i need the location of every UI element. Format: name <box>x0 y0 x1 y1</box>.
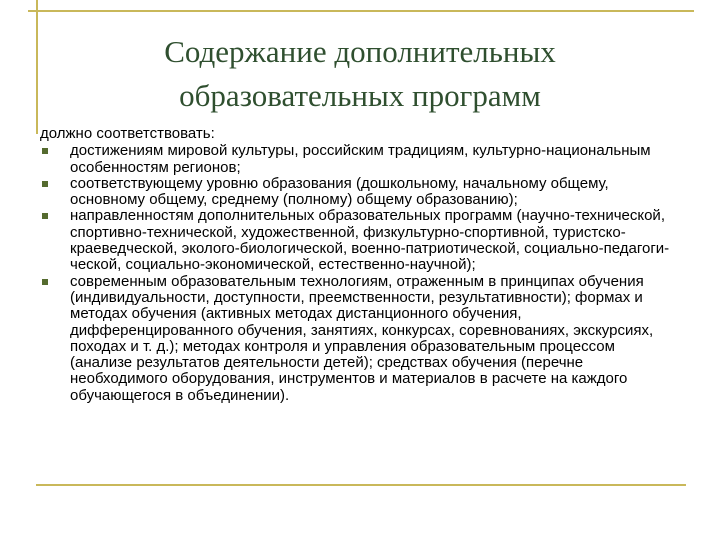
square-bullet-icon <box>42 148 48 154</box>
list-item-text: достижениям мировой культуры, российским традициям, культурно-национальным особенностям регионов; <box>70 142 651 176</box>
left-rule <box>36 0 38 134</box>
title-line-1: Содержание дополнительных <box>164 34 556 69</box>
list-item <box>40 208 672 273</box>
slide-body <box>40 126 672 404</box>
list-item-text: современным образовательным технологиям, отраженным в принципах обучения (индивидуальности, доступности, преемственности, результативности); формах и методах обучения (активных методах дистанционного обучения, дифференцированного обучения, занятиях, конкурсах, соревнованиях, экскурсиях, походах и т. д.); методах контроля и управления образовательным процессом (анализе результатов деятельности детей); средствах обучения (перечне необходимого оборудования, инструментов и материалов в расчете на каждого обучающегося в объединении). <box>70 272 654 404</box>
list-item <box>40 274 672 404</box>
square-bullet-icon <box>42 181 48 187</box>
intro-text: должно соответствовать: <box>40 125 215 142</box>
list-item-text: соответствующему уровню образования (дошкольному, начальному общему, основному общему, среднему (полному) общему образованию); <box>70 174 609 209</box>
square-bullet-icon <box>42 213 48 219</box>
title-line-2: образовательных программ <box>179 78 541 113</box>
bottom-rule <box>36 484 686 486</box>
list-item-text: направленностям дополнительных образовательных программ (научно-технической, спортивно-технической, художественной, физкультурно-спортивной, туристско-краеведческой, эколого-биологической, военно-патриотической, социально-педагоги-ческой, социально-экономической, естественно-научной); <box>70 207 670 274</box>
slide-title <box>60 30 660 118</box>
bullet-list <box>40 143 672 404</box>
square-bullet-icon <box>42 279 48 285</box>
list-item <box>40 176 672 209</box>
top-rule <box>28 10 694 12</box>
list-item <box>40 143 672 176</box>
